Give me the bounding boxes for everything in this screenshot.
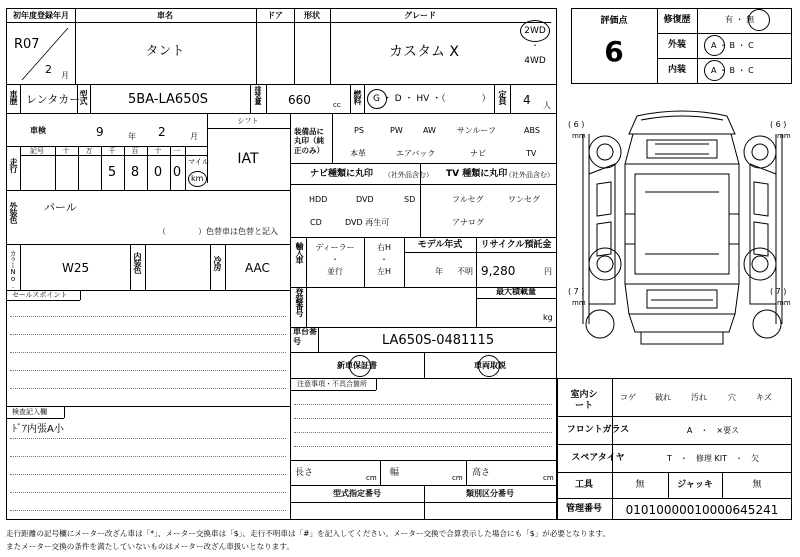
tv-oneseg: ワンセグ xyxy=(508,195,540,204)
tire-front-left-unit: mm xyxy=(572,132,586,140)
footer-note-2: またメーター交換の条件を満たしていないものはメーター改ざん車扱いとなります。 xyxy=(6,542,294,551)
equipment-label: 装備品に丸印（純正のみ） xyxy=(294,127,324,155)
import-label: 輸入車 xyxy=(295,242,304,263)
sheet-kizu: キズ xyxy=(756,393,772,402)
shape-label: 形状 xyxy=(304,11,320,20)
import-dot: ・ xyxy=(331,255,339,264)
caution-label: 注意事項・不具合箇所 xyxy=(297,380,367,388)
spare-tire-label: スペアタイヤ xyxy=(571,453,625,463)
mileage-unit-km: km xyxy=(191,174,204,183)
mileage-label: 走行 xyxy=(9,158,18,172)
management-value: 01010000010000645241 xyxy=(625,503,779,517)
mileage-header-juu: 十 xyxy=(154,147,162,155)
navi-dvd: DVD xyxy=(356,195,374,204)
mileage-header-man: 万 xyxy=(85,147,93,155)
model-year-unit: 年 xyxy=(435,267,443,276)
mileage-unit-mile: マイル xyxy=(188,158,209,166)
equip-ps: PS xyxy=(354,126,364,135)
door-label: ドア xyxy=(267,11,283,20)
import-rh: 右H xyxy=(376,243,392,252)
sheet-ana: 穴 xyxy=(728,393,736,402)
color-note: （ ）色替車は色替と記入 xyxy=(158,227,278,236)
import-dot2: ・ xyxy=(380,255,388,264)
equip-aw: AW xyxy=(423,126,436,135)
score-label: 評価点 xyxy=(600,16,628,26)
interior-options: A ・ B ・ C xyxy=(711,66,754,75)
usage-value: レンタカー xyxy=(26,93,81,106)
first-reg-label: 初年度登録年月 xyxy=(13,11,69,20)
recycle-value: 9,280 xyxy=(481,264,516,278)
dims-length-unit: cm xyxy=(366,474,377,482)
exterior-label: 外装 xyxy=(667,40,687,50)
dims-height-unit: cm xyxy=(543,474,554,482)
shift-label: シフト xyxy=(237,117,259,125)
car-name-label: 車名 xyxy=(157,11,173,20)
import-lh: 左H xyxy=(376,267,392,276)
fuel-options: G ・ D ・ HV ・（ ） xyxy=(373,94,491,104)
mileage-digit-ichi: 0 xyxy=(172,165,182,180)
equip-sunroof: サンルーフ xyxy=(457,126,496,135)
exterior-selected-circle xyxy=(704,35,725,56)
spare-tire-value: T ・ 修理 KIT ・ 欠 xyxy=(667,454,759,463)
equip-tv: TV xyxy=(526,149,537,158)
interior-color-label: 内装色 xyxy=(133,252,142,273)
displacement-unit: cc xyxy=(333,101,341,109)
mileage-header-ichi: 一 xyxy=(173,147,181,155)
tire-rear-right-unit: mm xyxy=(777,299,791,307)
dims-length-label: 長さ xyxy=(295,468,314,478)
mileage-header-sen: 千 xyxy=(108,147,116,155)
repair-label: 修復歴 xyxy=(663,15,691,25)
import-parallel: 並行 xyxy=(327,267,343,276)
dims-width-label: 幅 xyxy=(390,468,400,478)
equip-leather: 本革 xyxy=(350,149,366,158)
inspector-value: ﾄﾞｱ内張A小 xyxy=(12,424,64,435)
color-no-label: カラーNo. xyxy=(9,250,17,289)
inspection-month-unit: 月 xyxy=(190,132,198,141)
capacity-label: 定員 xyxy=(498,90,507,104)
mileage-digit-sen: 5 xyxy=(107,165,117,180)
mileage-digit-hyaku: 8 xyxy=(130,165,140,180)
dims-width-unit: cm xyxy=(452,474,463,482)
capacity-value: 4 xyxy=(523,93,531,107)
tv-fullseg: フルセグ xyxy=(452,195,484,204)
model-value: 5BA-LA650S xyxy=(128,92,208,107)
sheet-koge: コゲ xyxy=(620,393,636,402)
aircon-value: AAC xyxy=(245,261,270,275)
navi-dvd-play: DVD 再生可 xyxy=(345,218,390,227)
sheet-yabure: 破れ xyxy=(655,393,671,402)
import-dealer: ディーラー xyxy=(315,243,355,252)
class-no-label: 類別区分番号 xyxy=(466,489,514,498)
manual-label: 車両取説 xyxy=(474,361,506,370)
repair-selected-circle xyxy=(748,9,770,31)
mileage-header-10man: 十 xyxy=(62,147,70,155)
drive-4wd: 4WD xyxy=(524,56,546,66)
usage-label: 車歴 xyxy=(9,90,18,104)
tire-front-right-unit: mm xyxy=(777,132,791,140)
drive-dot: ・ xyxy=(531,41,539,50)
equip-airbag: エアバック xyxy=(396,149,436,158)
tv-sub: （社外品含む） xyxy=(505,171,554,179)
color-no-value: W25 xyxy=(62,261,90,275)
inspector-label: 検査記入欄 xyxy=(12,408,47,416)
footer-note-1: 走行距離の記号欄にメーター改ざん車は「*」、メーター交換車は「$」、走行不明車は「#」を記入してください。メーター交換で合算表示した場合にも「$」が必要となります。 xyxy=(6,529,610,538)
tire-front-right: ( 6 ) xyxy=(770,120,787,129)
tv-analog: アナログ xyxy=(452,218,484,227)
front-glass-value: A ・ ×要ス xyxy=(686,426,740,435)
tv-label: TV 種類に丸印 xyxy=(446,169,508,179)
tire-rear-left: ( 7 ) xyxy=(568,287,585,296)
warranty-circle xyxy=(349,355,371,377)
model-year-label: モデル年式 xyxy=(417,240,463,250)
color-label: 外装色 xyxy=(9,202,18,223)
reg-no-label: 登録番号 xyxy=(295,288,304,316)
inspection-year-unit: 年 xyxy=(128,132,136,141)
type-no-label: 型式指定番号 xyxy=(333,489,381,498)
color-value: パール xyxy=(44,201,77,214)
tire-front-left: ( 6 ) xyxy=(568,120,585,129)
navi-label: ナビ種類に丸印 xyxy=(310,169,374,179)
tire-rear-left-unit: mm xyxy=(572,299,586,307)
model-year-unknown: 不明 xyxy=(457,267,473,276)
capacity-unit: 人 xyxy=(543,101,551,110)
management-label: 管理番号 xyxy=(565,504,603,514)
warranty-label: 新車保証書 xyxy=(337,361,377,370)
exterior-options: A ・ B ・ C xyxy=(711,41,754,50)
shift-value: IAT xyxy=(237,151,259,167)
fuel-label: 燃料 xyxy=(353,90,362,104)
model-label: 型式 xyxy=(79,90,88,104)
mileage-digit-juu: 0 xyxy=(153,165,163,180)
navi-hdd: HDD xyxy=(309,195,328,204)
first-reg-year: R07 xyxy=(14,37,40,52)
tire-rear-right: ( 7 ) xyxy=(770,287,787,296)
jack-label: ジャッキ xyxy=(677,480,713,490)
grade-value: カスタム X xyxy=(388,44,460,60)
inspection-year: 9 xyxy=(96,125,104,139)
displacement-label: 排気量 xyxy=(254,86,262,104)
interior-sheet-label: 室内シート xyxy=(570,390,598,412)
grade-label: グレード xyxy=(404,11,436,20)
manual-circle xyxy=(478,355,500,377)
jack-value: 無 xyxy=(752,480,762,490)
recycle-label: リサイクル預託金 xyxy=(480,240,552,250)
car-body-diagram xyxy=(575,104,790,369)
chassis-label: 車台番号 xyxy=(293,327,317,346)
aircon-label: 冷房 xyxy=(213,256,222,270)
drive-2wd: 2WD xyxy=(524,26,546,36)
interior-selected-circle xyxy=(704,60,725,81)
inspection-month: 2 xyxy=(158,125,166,139)
tools-value: 無 xyxy=(635,480,645,490)
front-glass-label: フロントガラス xyxy=(566,425,630,435)
chassis-value: LA650S-0481115 xyxy=(382,333,495,348)
interior-label: 内装 xyxy=(667,65,687,75)
sales-point-label: セールスポイント xyxy=(12,291,68,299)
car-name-value: タント xyxy=(145,44,185,59)
first-reg-month: 2 xyxy=(45,63,52,76)
navi-sd: SD xyxy=(404,195,416,204)
equip-pw: PW xyxy=(390,126,403,135)
recycle-unit: 円 xyxy=(544,267,552,276)
repair-options: 有 ・ 無 xyxy=(725,15,755,24)
equip-navi: ナビ xyxy=(470,149,486,158)
mileage-header-symbol: 記号 xyxy=(30,147,44,155)
navi-cd: CD xyxy=(310,218,322,227)
tools-label: 工具 xyxy=(574,480,594,490)
dims-height-label: 高さ xyxy=(472,468,491,478)
mileage-header-hyaku: 百 xyxy=(131,147,139,155)
displacement-value: 660 xyxy=(288,93,311,107)
max-load-label: 最大積載量 xyxy=(496,287,536,296)
inspection-label: 車検 xyxy=(30,126,46,135)
max-load-unit: kg xyxy=(543,313,553,322)
first-reg-month-unit: 月 xyxy=(61,71,69,80)
equip-abs: ABS xyxy=(524,126,540,135)
score-value: 6 xyxy=(604,35,624,68)
navi-sub: （社外品含む） xyxy=(384,171,433,179)
sheet-yogore: 汚れ xyxy=(691,393,707,402)
